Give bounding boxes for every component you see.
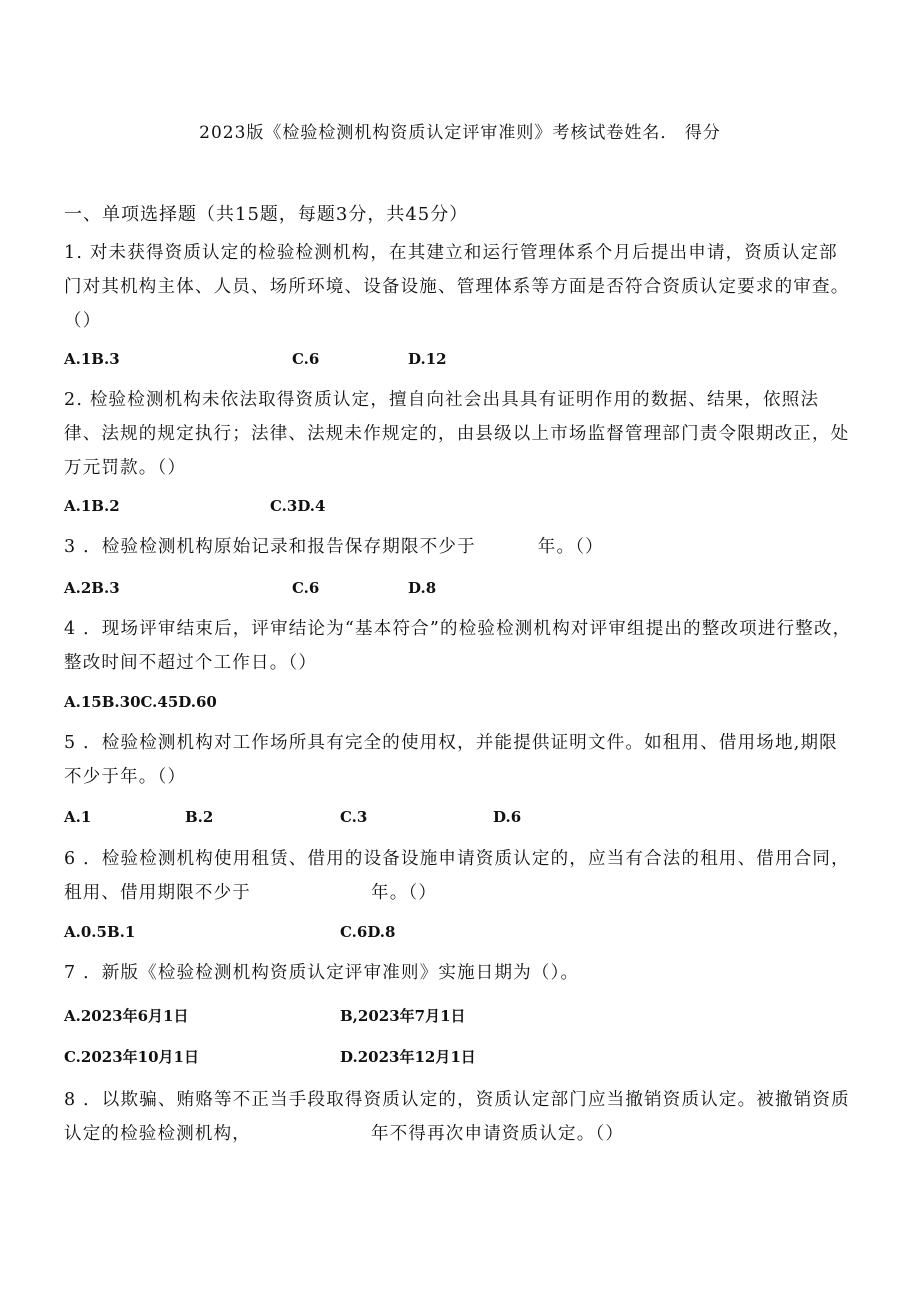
q5-option-a: A.1 xyxy=(64,808,92,826)
question-6 xyxy=(64,842,854,910)
q6-option-cd: C.6D.8 xyxy=(340,923,396,941)
question-3-text-tail: 年。（） xyxy=(537,537,604,557)
q2-option-cd: C.3D.4 xyxy=(270,497,326,515)
question-8-text: 8 ．以欺骗、贿赂等不正当手段取得资质认定的，资质认定部门应当撤销资质认定。被撤销资质认定的检验检测机构， xyxy=(64,1090,850,1144)
q4-options: A.15B.30C.45D.60 xyxy=(64,693,217,711)
question-8 xyxy=(64,1083,854,1151)
q7-option-c: C.2023年10月1日 xyxy=(64,1048,199,1066)
section-heading: 一、单项选择题（共15题，每题3分，共45分） xyxy=(64,204,469,225)
q7-option-a: A.2023年6月1日 xyxy=(64,1007,189,1025)
question-3 xyxy=(64,530,854,564)
question-4: 4 ．现场评审结束后，评审结论为“基本符合”的检验检测机构对评审组提出的整改项进行整改，整改时间不超过个工作日。（） xyxy=(64,619,852,673)
question-3-text: 3 ．检验检测机构原始记录和报告保存期限不少于 xyxy=(64,537,476,557)
question-7: 7 ．新版《检验检测机构资质认定评审准则》实施日期为（）。 xyxy=(64,963,580,983)
question-2: 2. 检验检测机构未依法取得资质认定，擅自向社会出具具有证明作用的数据、结果，依照法律、法规的规定执行；法律、法规未作规定的，由县级以上市场监督管理部门责令限期改正，处万元罚款。（） xyxy=(64,390,850,478)
q2-option-ab: A.1B.2 xyxy=(64,497,120,515)
question-6-text: 6 ．检验检测机构使用租赁、借用的设备设施申请资质认定的，应当有合法的租用、借用合同，租用、借用期限不少于 xyxy=(64,849,850,903)
q3-option-d: D.8 xyxy=(408,579,437,597)
q6-option-ab: A.0.5B.1 xyxy=(64,923,136,941)
q3-option-c: C.6 xyxy=(292,579,320,597)
q5-option-c: C.3 xyxy=(340,808,368,826)
q1-option-ab: A.1B.3 xyxy=(64,350,120,368)
question-6-text-tail: 年。（） xyxy=(371,883,438,903)
q5-option-d: D.6 xyxy=(493,808,522,826)
q3-option-ab: A.2B.3 xyxy=(64,579,120,597)
q1-option-d: D.12 xyxy=(408,350,447,368)
q7-option-b: B,2023年7月1日 xyxy=(340,1007,466,1025)
q1-option-c: C.6 xyxy=(292,350,320,368)
question-5: 5 ．检验检测机构对工作场所具有完全的使用权，并能提供证明文件。如租用、借用场地,期限不少于年。（） xyxy=(64,733,838,787)
q5-option-b: B.2 xyxy=(185,808,214,826)
exam-title: 2023版《检验检测机构资质认定评审准则》考核试卷姓名． 得分 xyxy=(199,123,721,143)
question-1: 1. 对未获得资质认定的检验检测机构，在其建立和运行管理体系个月后提出申请，资质认定部门对其机构主体、人员、场所环境、设备设施、管理体系等方面是否符合资质认定要求的审查。（） xyxy=(64,243,850,331)
q7-option-d: D.2023年12月1日 xyxy=(340,1048,476,1066)
question-8-text-tail: 年不得再次申请资质认定。（） xyxy=(371,1124,625,1144)
